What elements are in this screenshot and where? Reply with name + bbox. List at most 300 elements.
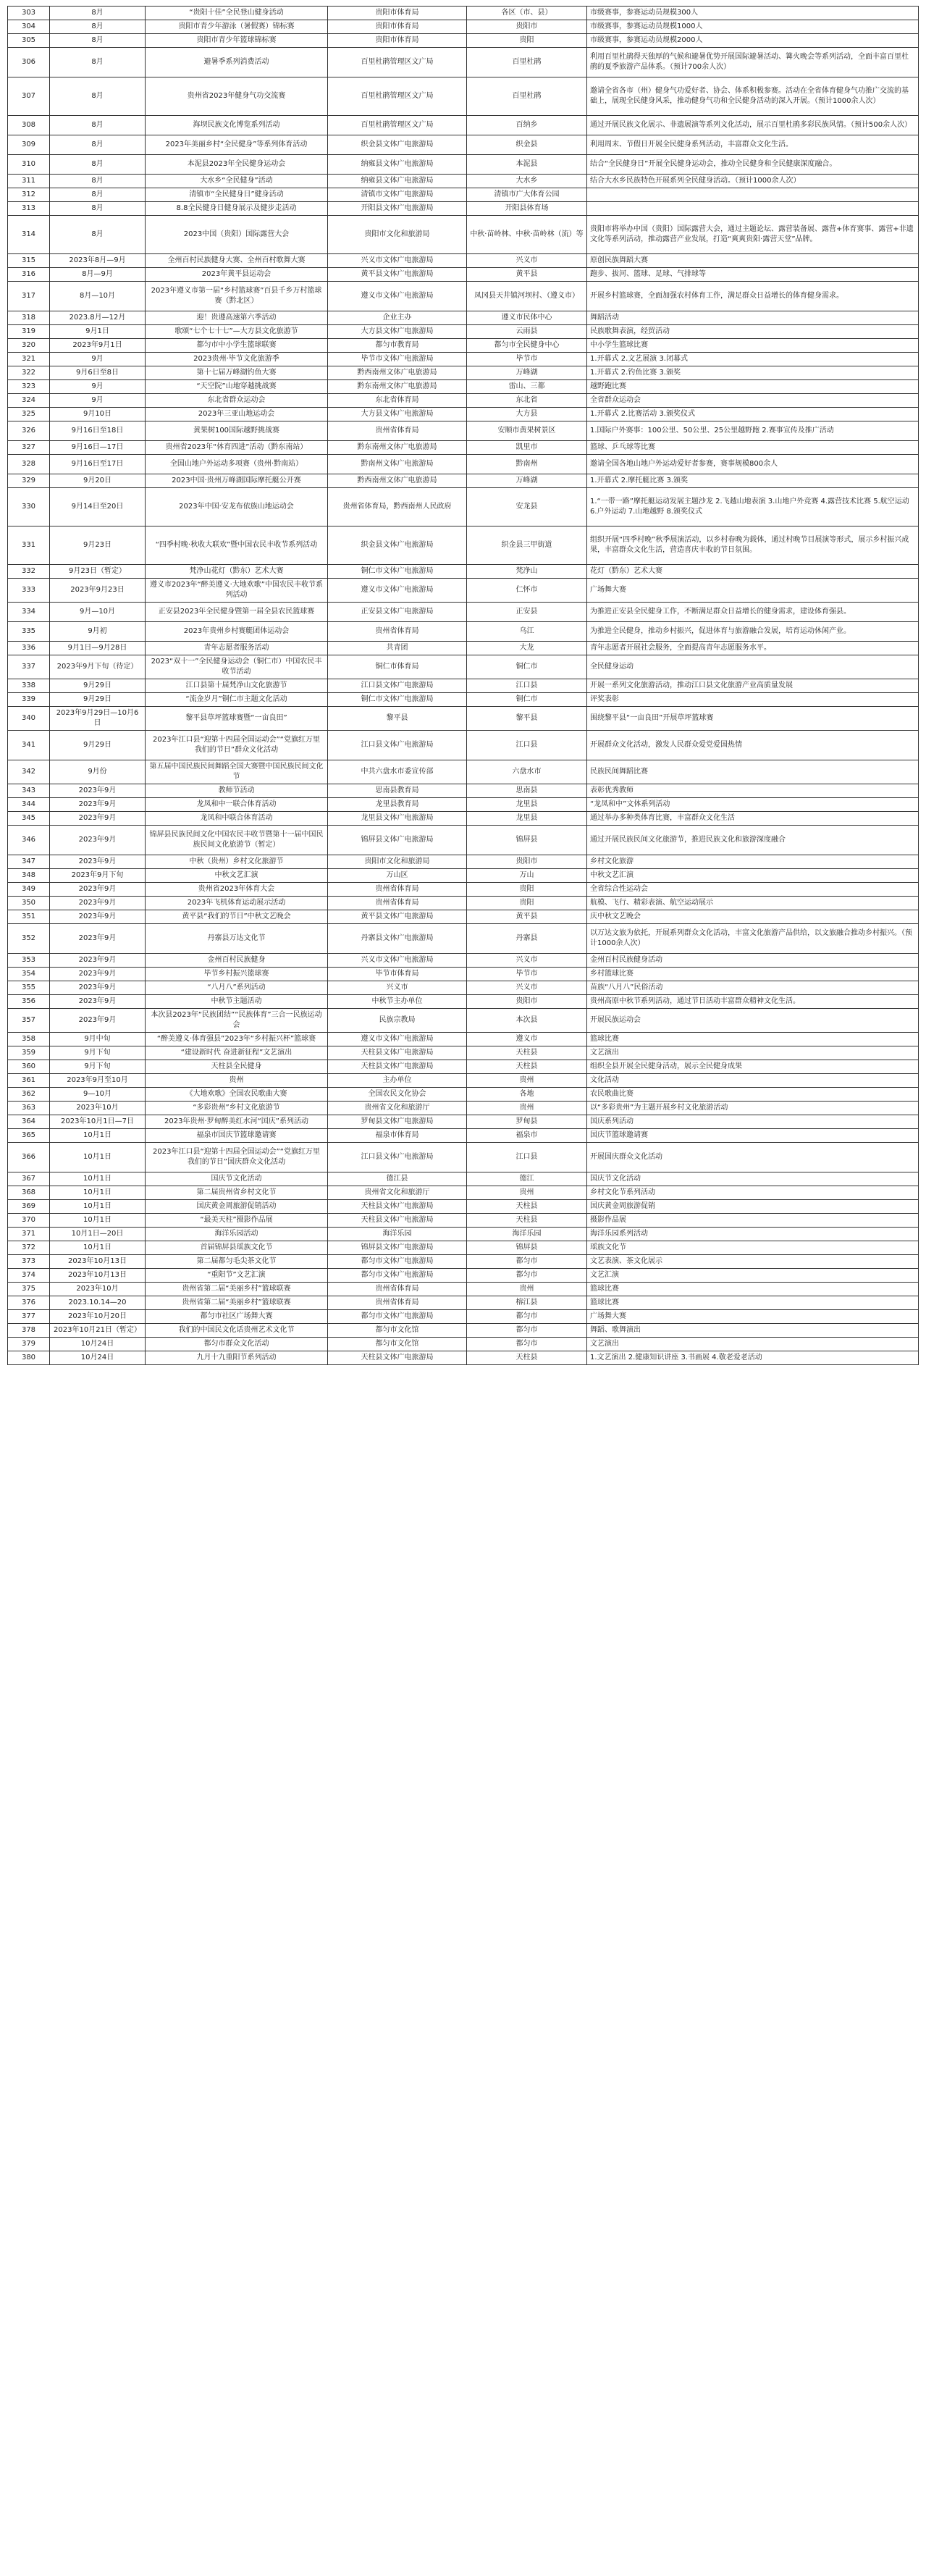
row-number: 314 <box>8 216 50 254</box>
table-row <box>8 1269 919 1283</box>
row-number: 377 <box>8 1310 50 1324</box>
row-content: 以“多彩贵州”为主题开展乡村文化旅游活动 <box>587 1102 919 1115</box>
row-location: 仁怀市 <box>467 579 587 603</box>
row-content: 1.开幕式 2.比赛活动 3.颁奖仪式 <box>587 408 919 421</box>
row-event-name: 都匀市社区广场舞大赛 <box>146 1310 328 1324</box>
row-organizer: 全国农民文化协会 <box>328 1088 467 1102</box>
row-number: 316 <box>8 268 50 282</box>
row-organizer: 纳雍县文体广电旅游局 <box>328 175 467 188</box>
row-event-name: 国庆节文化活动 <box>146 1172 328 1186</box>
row-event-name: 国庆黄金周旅游促销活动 <box>146 1200 328 1214</box>
row-location: 中秋·苗岭林、中秋·苗岭林（流）等 <box>467 216 587 254</box>
row-location: 铜仁市 <box>467 655 587 679</box>
row-date: 9月6日至8日 <box>50 366 146 380</box>
table-row <box>8 7 919 20</box>
row-location: 开阳县体育场 <box>467 202 587 216</box>
table-row <box>8 339 919 353</box>
row-location: 雷山、三都 <box>467 380 587 394</box>
row-organizer: 贵阳市体育局 <box>328 7 467 20</box>
row-date: 9—10月 <box>50 1088 146 1102</box>
row-content: 跑步、拔河、篮球、足球、气排球等 <box>587 268 919 282</box>
row-event-name: 黎平县草坪篮球赛暨“一亩良田” <box>146 707 328 731</box>
row-number: 345 <box>8 812 50 826</box>
row-organizer: 贵阳市体育局 <box>328 20 467 34</box>
row-date: 2023年9月 <box>50 855 146 869</box>
row-content: 国庆系列活动 <box>587 1115 919 1129</box>
row-event-name: 丹寨县万达文化节 <box>146 924 328 954</box>
row-date: 10月24日 <box>50 1338 146 1351</box>
row-date: 8月 <box>50 48 146 77</box>
row-number: 328 <box>8 455 50 474</box>
row-event-name: 贵州省第二届“美丽乡村”篮球联赛 <box>146 1296 328 1310</box>
row-number: 326 <box>8 421 50 441</box>
row-organizer: 贵州省文化和旅游厅 <box>328 1186 467 1200</box>
row-location: 都匀市 <box>467 1324 587 1338</box>
row-content: 篮球比赛 <box>587 1033 919 1046</box>
row-content: 通过举办多种类体育比赛，丰富群众文化生活 <box>587 812 919 826</box>
row-location: 百里杜鹃 <box>467 77 587 116</box>
row-date: 2023年9月 <box>50 826 146 855</box>
table-row <box>8 155 919 175</box>
row-number: 332 <box>8 565 50 579</box>
row-number: 321 <box>8 353 50 366</box>
row-date: 2023年9月 <box>50 968 146 981</box>
row-event-name: 清镇市“全民健身日”健身活动 <box>146 188 328 202</box>
row-event-name: 贵州省第二届“美丽乡村”篮球联赛 <box>146 1283 328 1296</box>
row-organizer: 都匀市文化馆 <box>328 1324 467 1338</box>
row-event-name: 海坝民族文化博览系列活动 <box>146 116 328 135</box>
row-location: 各地 <box>467 1088 587 1102</box>
row-content: 苗族“八月八”民俗活动 <box>587 981 919 995</box>
table-row <box>8 995 919 1009</box>
row-content: 1.开幕式 2.文艺展演 3.闭幕式 <box>587 353 919 366</box>
row-content: 中小学生篮球比赛 <box>587 339 919 353</box>
table-row <box>8 188 919 202</box>
row-content: 1.“一带一路”摩托艇运动发展主题沙龙 2.飞越山地表演 3.山地户外竞赛 4.露营技术比赛 5.航空运动 6.户外运动 7.山地越野 8.颁奖仪式 <box>587 488 919 526</box>
row-location: 福泉市 <box>467 1129 587 1143</box>
row-date: 9月29日 <box>50 679 146 693</box>
table-row <box>8 642 919 655</box>
row-number: 329 <box>8 474 50 488</box>
table-row <box>8 655 919 679</box>
row-event-name: 2023年江口县“迎第十四届全国运动会”“党旗红万里 我们的节日”群众文化活动 <box>146 731 328 760</box>
row-number: 349 <box>8 883 50 897</box>
row-location: 贵阳市 <box>467 855 587 869</box>
table-row <box>8 1324 919 1338</box>
row-organizer: 黎平县 <box>328 707 467 731</box>
row-content: 文艺演出 <box>587 1046 919 1060</box>
row-number: 320 <box>8 339 50 353</box>
table-row <box>8 1214 919 1228</box>
row-location: 梵净山 <box>467 565 587 579</box>
row-location: 锦屏县 <box>467 1241 587 1255</box>
row-number: 362 <box>8 1088 50 1102</box>
row-organizer: 都匀市文化馆 <box>328 1338 467 1351</box>
row-location: 大龙 <box>467 642 587 655</box>
row-content: 文艺演出 <box>587 1338 919 1351</box>
row-location: 天柱县 <box>467 1351 587 1365</box>
row-number: 341 <box>8 731 50 760</box>
row-date: 9月初 <box>50 622 146 642</box>
row-organizer: 大方县文体广电旅游局 <box>328 408 467 421</box>
row-number: 334 <box>8 603 50 622</box>
row-number: 306 <box>8 48 50 77</box>
row-organizer: 企业主办 <box>328 311 467 325</box>
row-event-name: 首届锦屏县瑶族文化节 <box>146 1241 328 1255</box>
table-row <box>8 1255 919 1269</box>
row-content: 国庆节文化活动 <box>587 1172 919 1186</box>
table-row <box>8 1296 919 1310</box>
table-row <box>8 812 919 826</box>
row-event-name: “建设新时代 奋进新征程”文艺演出 <box>146 1046 328 1060</box>
table-row <box>8 731 919 760</box>
row-date: 9月14日至20日 <box>50 488 146 526</box>
row-event-name: 我们的中国民文化话贵州艺术文化节 <box>146 1324 328 1338</box>
row-location: 兴义市 <box>467 954 587 968</box>
row-organizer: 百里杜鹃管理区文广局 <box>328 116 467 135</box>
row-event-name: 龙凤和中一联合体育活动 <box>146 798 328 812</box>
row-number: 370 <box>8 1214 50 1228</box>
row-number: 373 <box>8 1255 50 1269</box>
row-organizer: 都匀市教育局 <box>328 339 467 353</box>
row-location: 黎平县 <box>467 707 587 731</box>
row-location: 贵阳 <box>467 883 587 897</box>
row-organizer: 遵义市文体广电旅游局 <box>328 579 467 603</box>
row-number: 323 <box>8 380 50 394</box>
row-organizer: 民族宗教局 <box>328 1009 467 1033</box>
table-row <box>8 282 919 311</box>
row-number: 344 <box>8 798 50 812</box>
row-date: 9月—10月 <box>50 603 146 622</box>
row-organizer: 德江县 <box>328 1172 467 1186</box>
table-row <box>8 798 919 812</box>
row-organizer: 思南县教育局 <box>328 784 467 798</box>
row-event-name: 全州百村民族健身大赛、全州百村歌舞大赛 <box>146 254 328 268</box>
row-content: 花灯（黔东）艺术大赛 <box>587 565 919 579</box>
row-location: 兴义市 <box>467 254 587 268</box>
row-location: 都匀市全民健身中心 <box>467 339 587 353</box>
table-row <box>8 421 919 441</box>
row-content: 围绕黎平县“一亩良田”开展草坪篮球赛 <box>587 707 919 731</box>
row-event-name: 福泉市国庆节篮球邀请赛 <box>146 1129 328 1143</box>
row-event-name: 正安县2023年全民健身暨第一届全县农民篮球赛 <box>146 603 328 622</box>
row-location: 百纳乡 <box>467 116 587 135</box>
table-row <box>8 394 919 408</box>
row-content: 乡村文化节系列活动 <box>587 1186 919 1200</box>
row-date: 8月 <box>50 175 146 188</box>
row-content: 瑶族文化节 <box>587 1241 919 1255</box>
row-date: 2023年10月1日—7日 <box>50 1115 146 1129</box>
row-location: 大方县 <box>467 408 587 421</box>
row-number: 367 <box>8 1172 50 1186</box>
row-event-name: 龙凤和中联合体育活动 <box>146 812 328 826</box>
table-row <box>8 1241 919 1255</box>
row-organizer: 贵阳市文化和旅游局 <box>328 855 467 869</box>
row-number: 363 <box>8 1102 50 1115</box>
row-event-name: 《大地欢歌》全国农民歌曲大赛 <box>146 1088 328 1102</box>
row-date: 8月 <box>50 116 146 135</box>
row-date: 2023年9月 <box>50 981 146 995</box>
row-date: 10月24日 <box>50 1351 146 1365</box>
row-organizer: 丹寨县文体广电旅游局 <box>328 924 467 954</box>
row-event-name: “重阳节”文艺汇演 <box>146 1269 328 1283</box>
row-event-name: 2023年美丽乡村“全民健身”等系列体育活动 <box>146 135 328 155</box>
row-location: 贵阳市 <box>467 995 587 1009</box>
row-date: 10月1日 <box>50 1129 146 1143</box>
row-organizer: 天柱县文体广电旅游局 <box>328 1200 467 1214</box>
row-number: 308 <box>8 116 50 135</box>
row-event-name: 天柱县全民健身 <box>146 1060 328 1074</box>
table-row <box>8 474 919 488</box>
row-organizer: 黄平县文体广电旅游局 <box>328 910 467 924</box>
row-content: 通过开展民族民间文化旅游节，推进民族文化和旅游深度融合 <box>587 826 919 855</box>
row-content: 市级赛事，参赛运动员规模300人 <box>587 7 919 20</box>
row-date: 10月1日 <box>50 1241 146 1255</box>
row-organizer: 贵州省体育局 <box>328 883 467 897</box>
row-content: 庆中秋文艺晚会 <box>587 910 919 924</box>
row-organizer: 毕节市体育局 <box>328 968 467 981</box>
row-date: 10月1日 <box>50 1214 146 1228</box>
table-row <box>8 135 919 155</box>
row-content: 开展一系列文化旅游活动，推动江口县文化旅游产业高质量发展 <box>587 679 919 693</box>
row-number: 313 <box>8 202 50 216</box>
row-organizer: 天柱县文体广电旅游局 <box>328 1046 467 1060</box>
row-organizer: 贵州省体育局 <box>328 1296 467 1310</box>
row-event-name: 2023年遵义市第一届“乡村篮球赛”百县千乡万村篮球赛（黔北区） <box>146 282 328 311</box>
row-date: 9月 <box>50 394 146 408</box>
row-organizer: 福泉市体育局 <box>328 1129 467 1143</box>
row-event-name: “最美天柱”摄影作品展 <box>146 1214 328 1228</box>
row-location: 都匀市 <box>467 1338 587 1351</box>
row-event-name: 2023年黄平县运动会 <box>146 268 328 282</box>
row-date: 9月下旬 <box>50 1060 146 1074</box>
row-event-name: 海洋乐园活动 <box>146 1228 328 1241</box>
row-number: 375 <box>8 1283 50 1296</box>
row-event-name: 江口县第十届梵净山文化旅游节 <box>146 679 328 693</box>
row-organizer: 黄平县文体广电旅游局 <box>328 268 467 282</box>
table-row <box>8 968 919 981</box>
table-row <box>8 526 919 565</box>
row-event-name: 金州百村民族健身 <box>146 954 328 968</box>
row-content: 全省综合性运动会 <box>587 883 919 897</box>
row-event-name: 中秋节主题活动 <box>146 995 328 1009</box>
row-event-name: 迎！贵遵高速第六季活动 <box>146 311 328 325</box>
row-number: 340 <box>8 707 50 731</box>
table-row <box>8 924 919 954</box>
table-row <box>8 353 919 366</box>
row-location: 黔南州 <box>467 455 587 474</box>
table-row <box>8 1060 919 1074</box>
row-content: 全民健身运动 <box>587 655 919 679</box>
row-location: 万峰湖 <box>467 366 587 380</box>
row-location: 东北省 <box>467 394 587 408</box>
row-content: 民族民间舞蹈比赛 <box>587 760 919 784</box>
row-content: 利用周末、节假日开展全民健身系列活动，丰富群众文化生活。 <box>587 135 919 155</box>
row-number: 365 <box>8 1129 50 1143</box>
row-date: 9月1日 <box>50 325 146 339</box>
table-row <box>8 216 919 254</box>
row-date: 2023年9月下旬（待定） <box>50 655 146 679</box>
row-organizer: 贵阳市体育局 <box>328 34 467 48</box>
row-event-name: 黄平县“我们的节日”中秋文艺晚会 <box>146 910 328 924</box>
table-row <box>8 254 919 268</box>
row-date: 9月份 <box>50 760 146 784</box>
table-row <box>8 1115 919 1129</box>
row-content: 开展乡村篮球赛，全面加强农村体育工作，满足群众日益增长的体育健身需求。 <box>587 282 919 311</box>
row-date: 9月16日至18日 <box>50 421 146 441</box>
table-row <box>8 603 919 622</box>
row-organizer: 大方县文体广电旅游局 <box>328 325 467 339</box>
row-event-name: 大水乡“全民健身”活动 <box>146 175 328 188</box>
row-date: 10月1日 <box>50 1143 146 1172</box>
row-organizer: 纳雍县文体广电旅游局 <box>328 155 467 175</box>
row-location: 德江 <box>467 1172 587 1186</box>
row-number: 325 <box>8 408 50 421</box>
row-content: 乡村文化旅游 <box>587 855 919 869</box>
row-date: 9月1日—9月28日 <box>50 642 146 655</box>
row-date: 8月 <box>50 202 146 216</box>
row-number: 372 <box>8 1241 50 1255</box>
row-number: 339 <box>8 693 50 707</box>
row-organizer: 主办单位 <box>328 1074 467 1088</box>
table-row <box>8 954 919 968</box>
row-number: 348 <box>8 869 50 883</box>
row-number: 309 <box>8 135 50 155</box>
table-row <box>8 869 919 883</box>
row-content: 贵阳市将举办中国（贵阳）国际露营大会，通过主题论坛、露营装备展、露营+体育赛事、露营+非遗文化等系列活动，推动露营产业发展，打造“爽爽贵阳·露营天堂”品牌。 <box>587 216 919 254</box>
row-event-name: “贵阳十佳”全民登山健身活动 <box>146 7 328 20</box>
row-location: 都匀市 <box>467 1269 587 1283</box>
row-organizer: 清镇市文体广电旅游局 <box>328 188 467 202</box>
row-date: 8月 <box>50 188 146 202</box>
row-date: 9月23日（暂定） <box>50 565 146 579</box>
row-date: 2023年10月13日 <box>50 1269 146 1283</box>
row-event-name: 本次县2023年“民族团结”“民族体育”三合一民族运动会 <box>146 1009 328 1033</box>
row-location: 黄平县 <box>467 268 587 282</box>
row-event-name: 2023年三亚山地运动会 <box>146 408 328 421</box>
row-location: 江口县 <box>467 1143 587 1172</box>
row-event-name: 第十七届万峰湖钓鱼大赛 <box>146 366 328 380</box>
table-row <box>8 1046 919 1060</box>
row-content: 1.国际户外赛事：100公里、50公里、25公里越野跑 2.赛事宣传及推广活动 <box>587 421 919 441</box>
row-number: 371 <box>8 1228 50 1241</box>
event-schedule-table <box>7 6 919 1365</box>
row-organizer: 开阳县文体广电旅游局 <box>328 202 467 216</box>
row-organizer: 江口县文体广电旅游局 <box>328 679 467 693</box>
row-content: 中秋文艺汇演 <box>587 869 919 883</box>
row-content: “龙凤和中”文体系列活动 <box>587 798 919 812</box>
row-location: 正安县 <box>467 603 587 622</box>
table-row <box>8 1186 919 1200</box>
row-location: 织金县 <box>467 135 587 155</box>
row-date: 2023年9月 <box>50 924 146 954</box>
row-event-name: 2023贵州·毕节文化旅游季 <box>146 353 328 366</box>
row-content: 邀请全国各地山地户外运动爱好者参赛，赛事规模800余人 <box>587 455 919 474</box>
row-date: 9月20日 <box>50 474 146 488</box>
row-content: 贵州高原中秋节系列活动，通过节日活动丰富群众精神文化生活。 <box>587 995 919 1009</box>
row-organizer: 兴义市文体广电旅游局 <box>328 954 467 968</box>
row-event-name: 都匀市群众文化活动 <box>146 1338 328 1351</box>
row-date: 10月1日 <box>50 1172 146 1186</box>
row-event-name: 贵州 <box>146 1074 328 1088</box>
row-content: 组织全县开展全民健身活动，展示全民健身成果 <box>587 1060 919 1074</box>
row-number: 315 <box>8 254 50 268</box>
row-organizer: 天柱县文体广电旅游局 <box>328 1351 467 1365</box>
row-location: 都匀市 <box>467 1310 587 1324</box>
row-content: 民族歌舞表演，经贸活动 <box>587 325 919 339</box>
row-date: 2023年10月20日 <box>50 1310 146 1324</box>
table-row <box>8 1338 919 1351</box>
row-event-name: 8.8全民健身日健身展示及健步走活动 <box>146 202 328 216</box>
row-organizer: 黔东南州文体广电旅游局 <box>328 380 467 394</box>
row-number: 304 <box>8 20 50 34</box>
row-location: 锦屏县 <box>467 826 587 855</box>
row-content: 文化活动 <box>587 1074 919 1088</box>
table-row <box>8 441 919 455</box>
row-number: 357 <box>8 1009 50 1033</box>
row-date: 10月1日 <box>50 1200 146 1214</box>
row-organizer: 贵州省文化和旅游厅 <box>328 1102 467 1115</box>
row-number: 319 <box>8 325 50 339</box>
row-location: 天柱县 <box>467 1046 587 1060</box>
row-date: 8月 <box>50 34 146 48</box>
table-row <box>8 34 919 48</box>
row-date: 2023.10.14—20 <box>50 1296 146 1310</box>
row-number: 310 <box>8 155 50 175</box>
row-location: 毕节市 <box>467 353 587 366</box>
row-date: 9月23日 <box>50 526 146 565</box>
row-content: 结合“全民健身日”开展全民健身运动会，推动全民健身和全民健康深度融合。 <box>587 155 919 175</box>
row-organizer: 天柱县文体广电旅游局 <box>328 1060 467 1074</box>
row-location: 海洋乐园 <box>467 1228 587 1241</box>
row-organizer: 龙里县文体广电旅游局 <box>328 812 467 826</box>
row-number: 364 <box>8 1115 50 1129</box>
row-event-name: 东北省群众运动会 <box>146 394 328 408</box>
row-location: 罗甸县 <box>467 1115 587 1129</box>
row-content: 舞蹈活动 <box>587 311 919 325</box>
row-date: 9月 <box>50 353 146 366</box>
row-event-name: 九月十九重阳节系列活动 <box>146 1351 328 1365</box>
row-location: 凯里市 <box>467 441 587 455</box>
row-event-name: 教师节活动 <box>146 784 328 798</box>
row-event-name: 梵净山花灯（黔东）艺术大赛 <box>146 565 328 579</box>
row-content: 乡村篮球比赛 <box>587 968 919 981</box>
row-event-name: 贵州省2023年“体育四进”活动（黔东南站） <box>146 441 328 455</box>
table-row <box>8 693 919 707</box>
row-number: 307 <box>8 77 50 116</box>
table-row <box>8 1143 919 1172</box>
row-location: 贵阳市 <box>467 20 587 34</box>
row-content: 篮球比赛 <box>587 1296 919 1310</box>
row-organizer: 中秋节主办单位 <box>328 995 467 1009</box>
row-organizer: 百里杜鹃管理区文广局 <box>328 48 467 77</box>
table-row <box>8 408 919 421</box>
row-number: 380 <box>8 1351 50 1365</box>
row-date: 9月16日—17日 <box>50 441 146 455</box>
row-number: 378 <box>8 1324 50 1338</box>
row-number: 376 <box>8 1296 50 1310</box>
row-date: 2023年9月23日 <box>50 579 146 603</box>
row-content: 越野跑比赛 <box>587 380 919 394</box>
row-content: 1.开幕式 2.钓鱼比赛 3.颁奖 <box>587 366 919 380</box>
row-organizer: 黔西南州文体广电旅游局 <box>328 474 467 488</box>
row-event-name: “流金岁月”铜仁市主题文化活动 <box>146 693 328 707</box>
row-date: 10月1日—20日 <box>50 1228 146 1241</box>
row-date: 2023年9月 <box>50 812 146 826</box>
row-location: 天柱县 <box>467 1060 587 1074</box>
row-date: 9月 <box>50 380 146 394</box>
row-number: 322 <box>8 366 50 380</box>
